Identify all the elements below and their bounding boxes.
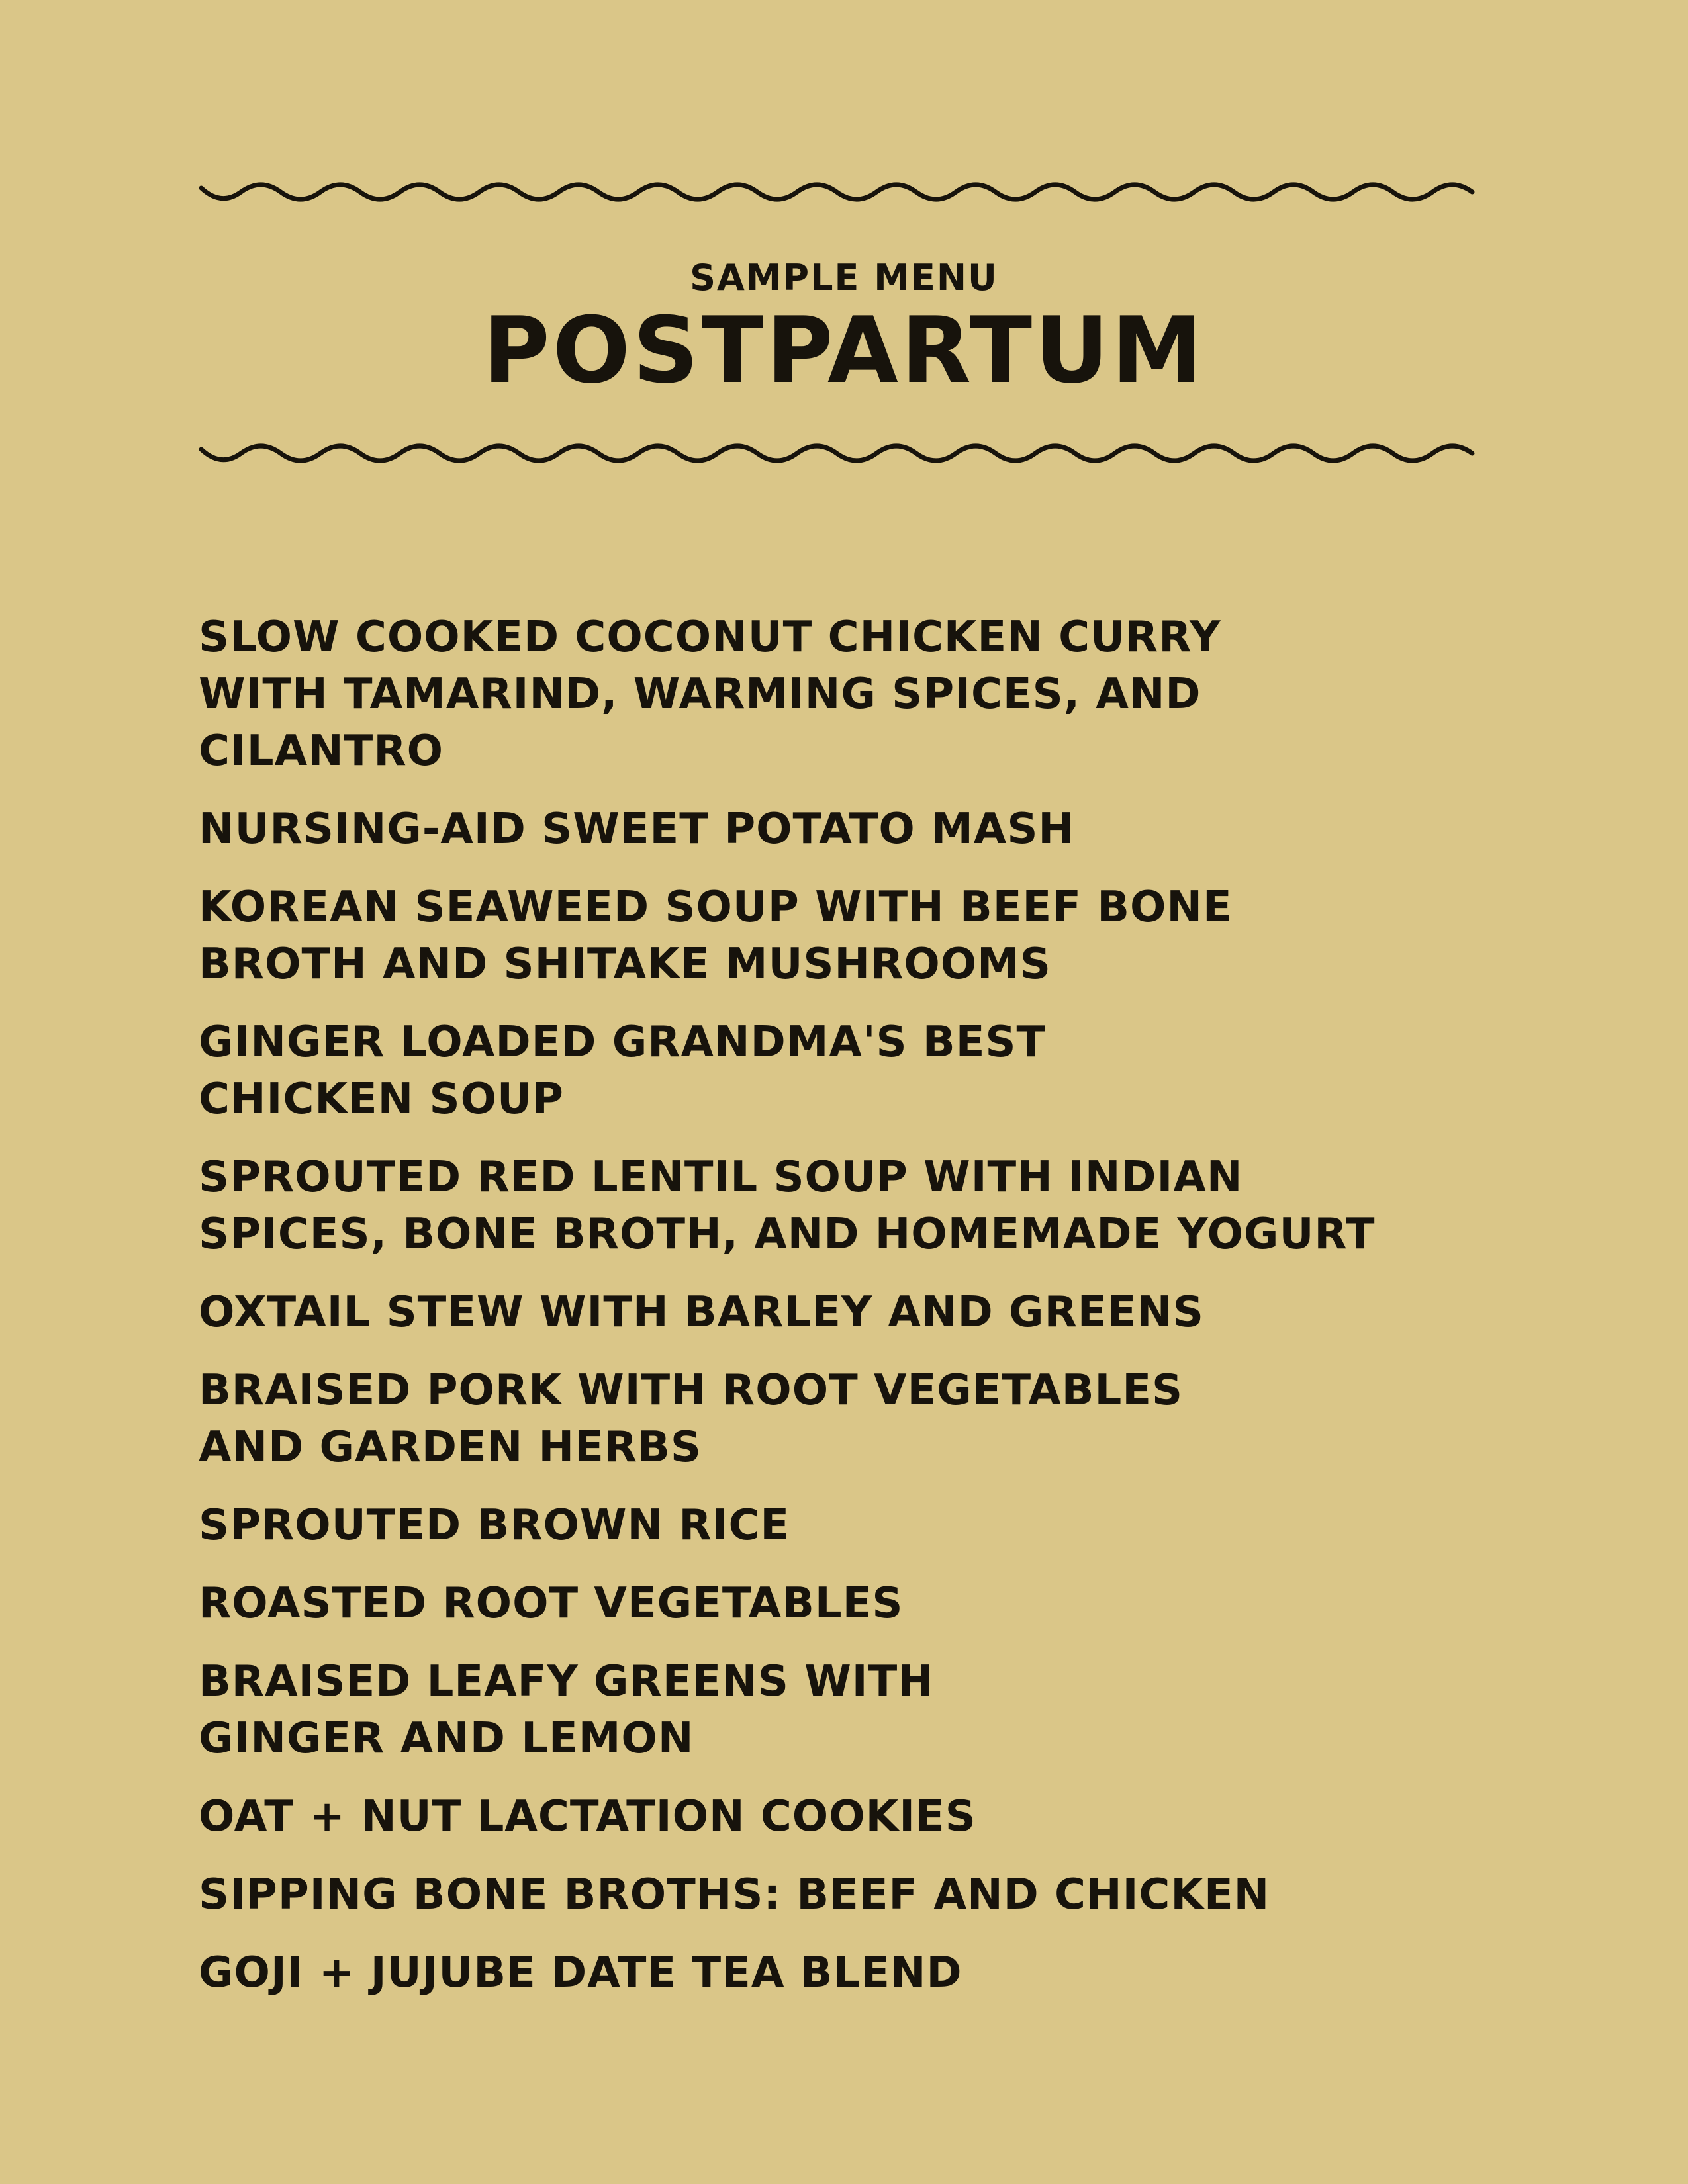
menu-title: POSTPARTUM <box>483 297 1205 404</box>
wavy-divider-bottom <box>199 427 1489 480</box>
menu-item: ROASTED ROOT VEGETABLES <box>199 1579 904 1628</box>
menu-item: SPROUTED RED LENTIL SOUP WITH INDIAN SPICES, BONE BROTH, AND HOMEMADE YOGURT <box>199 1153 1376 1259</box>
menu-list <box>199 609 1523 2023</box>
menu-item: BRAISED PORK WITH ROOT VEGETABLES AND GARDEN HERBS <box>199 1366 1184 1472</box>
menu-item: SIPPING BONE BROTHS: BEEF AND CHICKEN <box>199 1870 1270 1919</box>
menu-item: SPROUTED BROWN RICE <box>199 1501 790 1550</box>
menu-item: KOREAN SEAWEED SOUP WITH BEEF BONE BROTH AND SHITAKE MUSHROOMS <box>199 883 1233 989</box>
menu-item: NURSING-AID SWEET POTATO MASH <box>199 805 1074 854</box>
menu-item: SLOW COOKED COCONUT CHICKEN CURRY WITH TAMARIND, WARMING SPICES, AND CILANTRO <box>199 613 1221 776</box>
menu-item: BRAISED LEAFY GREENS WITH GINGER AND LEMON <box>199 1657 934 1763</box>
menu-item: GINGER LOADED GRANDMA'S BEST CHICKEN SOUP <box>199 1018 1047 1124</box>
menu-item: OAT + NUT LACTATION COOKIES <box>199 1792 976 1841</box>
menu-item: OXTAIL STEW WITH BARLEY AND GREENS <box>199 1288 1204 1337</box>
menu-item: GOJI + JUJUBE DATE TEA BLEND <box>199 1948 962 1997</box>
wavy-divider-top <box>199 165 1489 218</box>
menu-subtitle: SAMPLE MENU <box>690 257 998 298</box>
